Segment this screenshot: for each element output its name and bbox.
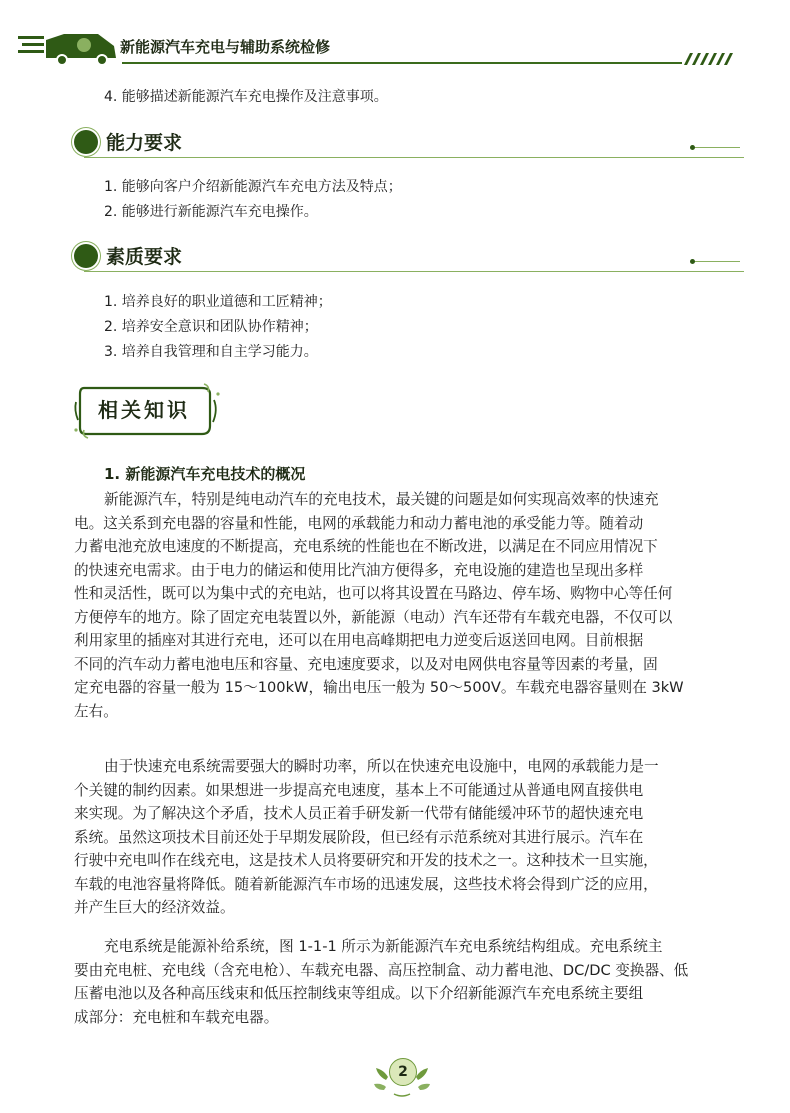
paragraph-2 [74,755,740,920]
paragraph-line: 个关键的制约因素。如果想进一步提高充电速度，基本上不可能通过从普通电网直接供电 [74,781,644,799]
header-rule [122,62,682,64]
paragraph-line: 的快速充电需求。由于电力的储运和使用比汽油方便得多，充电设施的建造也呈现出多样 [74,561,644,579]
paragraph-line: 方便停车的地方。除了固定充电装置以外，新能源（电动）汽车还带有车载充电器，不仅可以 [74,608,673,626]
section-end-dot [690,145,695,150]
paragraph-line: 成部分：充电桩和车载充电器。 [74,1008,279,1026]
section-header-quality [74,242,740,274]
paragraph-line: 定充电器的容量一般为 15～100kW，输出电压一般为 50～500V。车载充电器容量则在 3kW [74,679,684,696]
section-rule-accent [694,147,740,148]
header-stripes [680,53,734,65]
ability-item-2: 2. 能够进行新能源汽车充电操作。 [104,204,318,220]
related-knowledge-badge [72,380,222,442]
section-rule [84,157,744,158]
section-header-ability [74,128,740,160]
section-bullet-icon [74,244,98,268]
section-rule [84,271,744,272]
quality-item-2: 2. 培养安全意识和团队协作精神； [104,319,318,335]
ability-item-1: 1. 能够向客户介绍新能源汽车充电方法及特点； [104,179,402,195]
page-number-ornament [372,1050,432,1100]
section-title-ability: 能力要求 [106,132,183,154]
paragraph-line: 车载的电池容量将降低。随着新能源汽车市场的迅速发展，这些技术将会得到广泛的应用， [74,875,658,893]
badge-label: 相关知识 [98,398,190,422]
section-title-quality: 素质要求 [106,246,183,268]
paragraph-line: 电。这关系到充电器的容量和性能，电网的承载能力和动力蓄电池的承受能力等。随着动 [74,514,644,532]
paragraph-line: 系统。虽然这项技术目前还处于早期发展阶段，但已经有示范系统对其进行展示。汽车在 [74,828,644,846]
header-title: 新能源汽车充电与辅助系统检修 [120,38,331,56]
paragraph-line: 来实现。为了解决这个矛盾，技术人员正着手研发新一代带有储能缓冲环节的超快速充电 [74,805,644,822]
section-end-dot [690,259,695,264]
paragraph-line: 要由充电桩、充电线（含充电枪）、车载充电器、高压控制盒、动力蓄电池、DC/DC 变换器、低 [74,961,689,979]
paragraph-line: 压蓄电池以及各种高压线束和低压控制线束等组成。以下介绍新能源汽车充电系统主要组 [74,985,644,1002]
paragraph-line: 充电系统是能源补给系统，图 1-1-1 所示为新能源汽车充电系统结构组成。充电系统主 [104,938,663,955]
quality-item-1: 1. 培养良好的职业道德和工匠精神； [104,294,332,310]
paragraph-line: 不同的汽车动力蓄电池电压和容量、充电速度要求，以及对电网供电容量等因素的考量，固 [74,655,658,673]
knowledge-item-4: 4. 能够描述新能源汽车充电操作及注意事项。 [104,89,388,105]
paragraph-3 [74,935,740,1029]
paragraph-line: 性和灵活性，既可以为集中式的充电站，也可以将其设置在马路边、停车场、购物中心等任何 [74,585,673,602]
paragraph-line: 行驶中充电叫作在线充电，这是技术人员将要研究和开发的技术之一。这种技术一旦实施， [74,852,658,869]
section-rule-accent [694,261,740,262]
section1-heading: 1. 新能源汽车充电技术的概况 [104,465,306,483]
page-number: 2 [389,1058,417,1086]
quality-item-3: 3. 培养自我管理和自主学习能力。 [104,344,318,360]
paragraph-line: 利用家里的插座对其进行充电，还可以在用电高峰期把电力逆变后返送回电网。目前根据 [74,632,644,649]
paragraph-line: 由于快速充电系统需要强大的瞬时功率，所以在快速充电设施中，电网的承载能力是一 [104,758,659,775]
paragraph-line: 新能源汽车，特别是纯电动汽车的充电技术，最关键的问题是如何实现高效率的快速充 [104,491,659,508]
paragraph-line: 力蓄电池充放电速度的不断提高，充电系统的性能也在不断改进，以满足在不同应用情况下 [74,538,658,555]
header-car-logo [18,30,118,66]
paragraph-line: 并产生巨大的经济效益。 [74,899,235,916]
paragraph-line: 左右。 [74,702,118,720]
paragraph-1 [74,488,740,723]
section-bullet-icon [74,130,98,154]
